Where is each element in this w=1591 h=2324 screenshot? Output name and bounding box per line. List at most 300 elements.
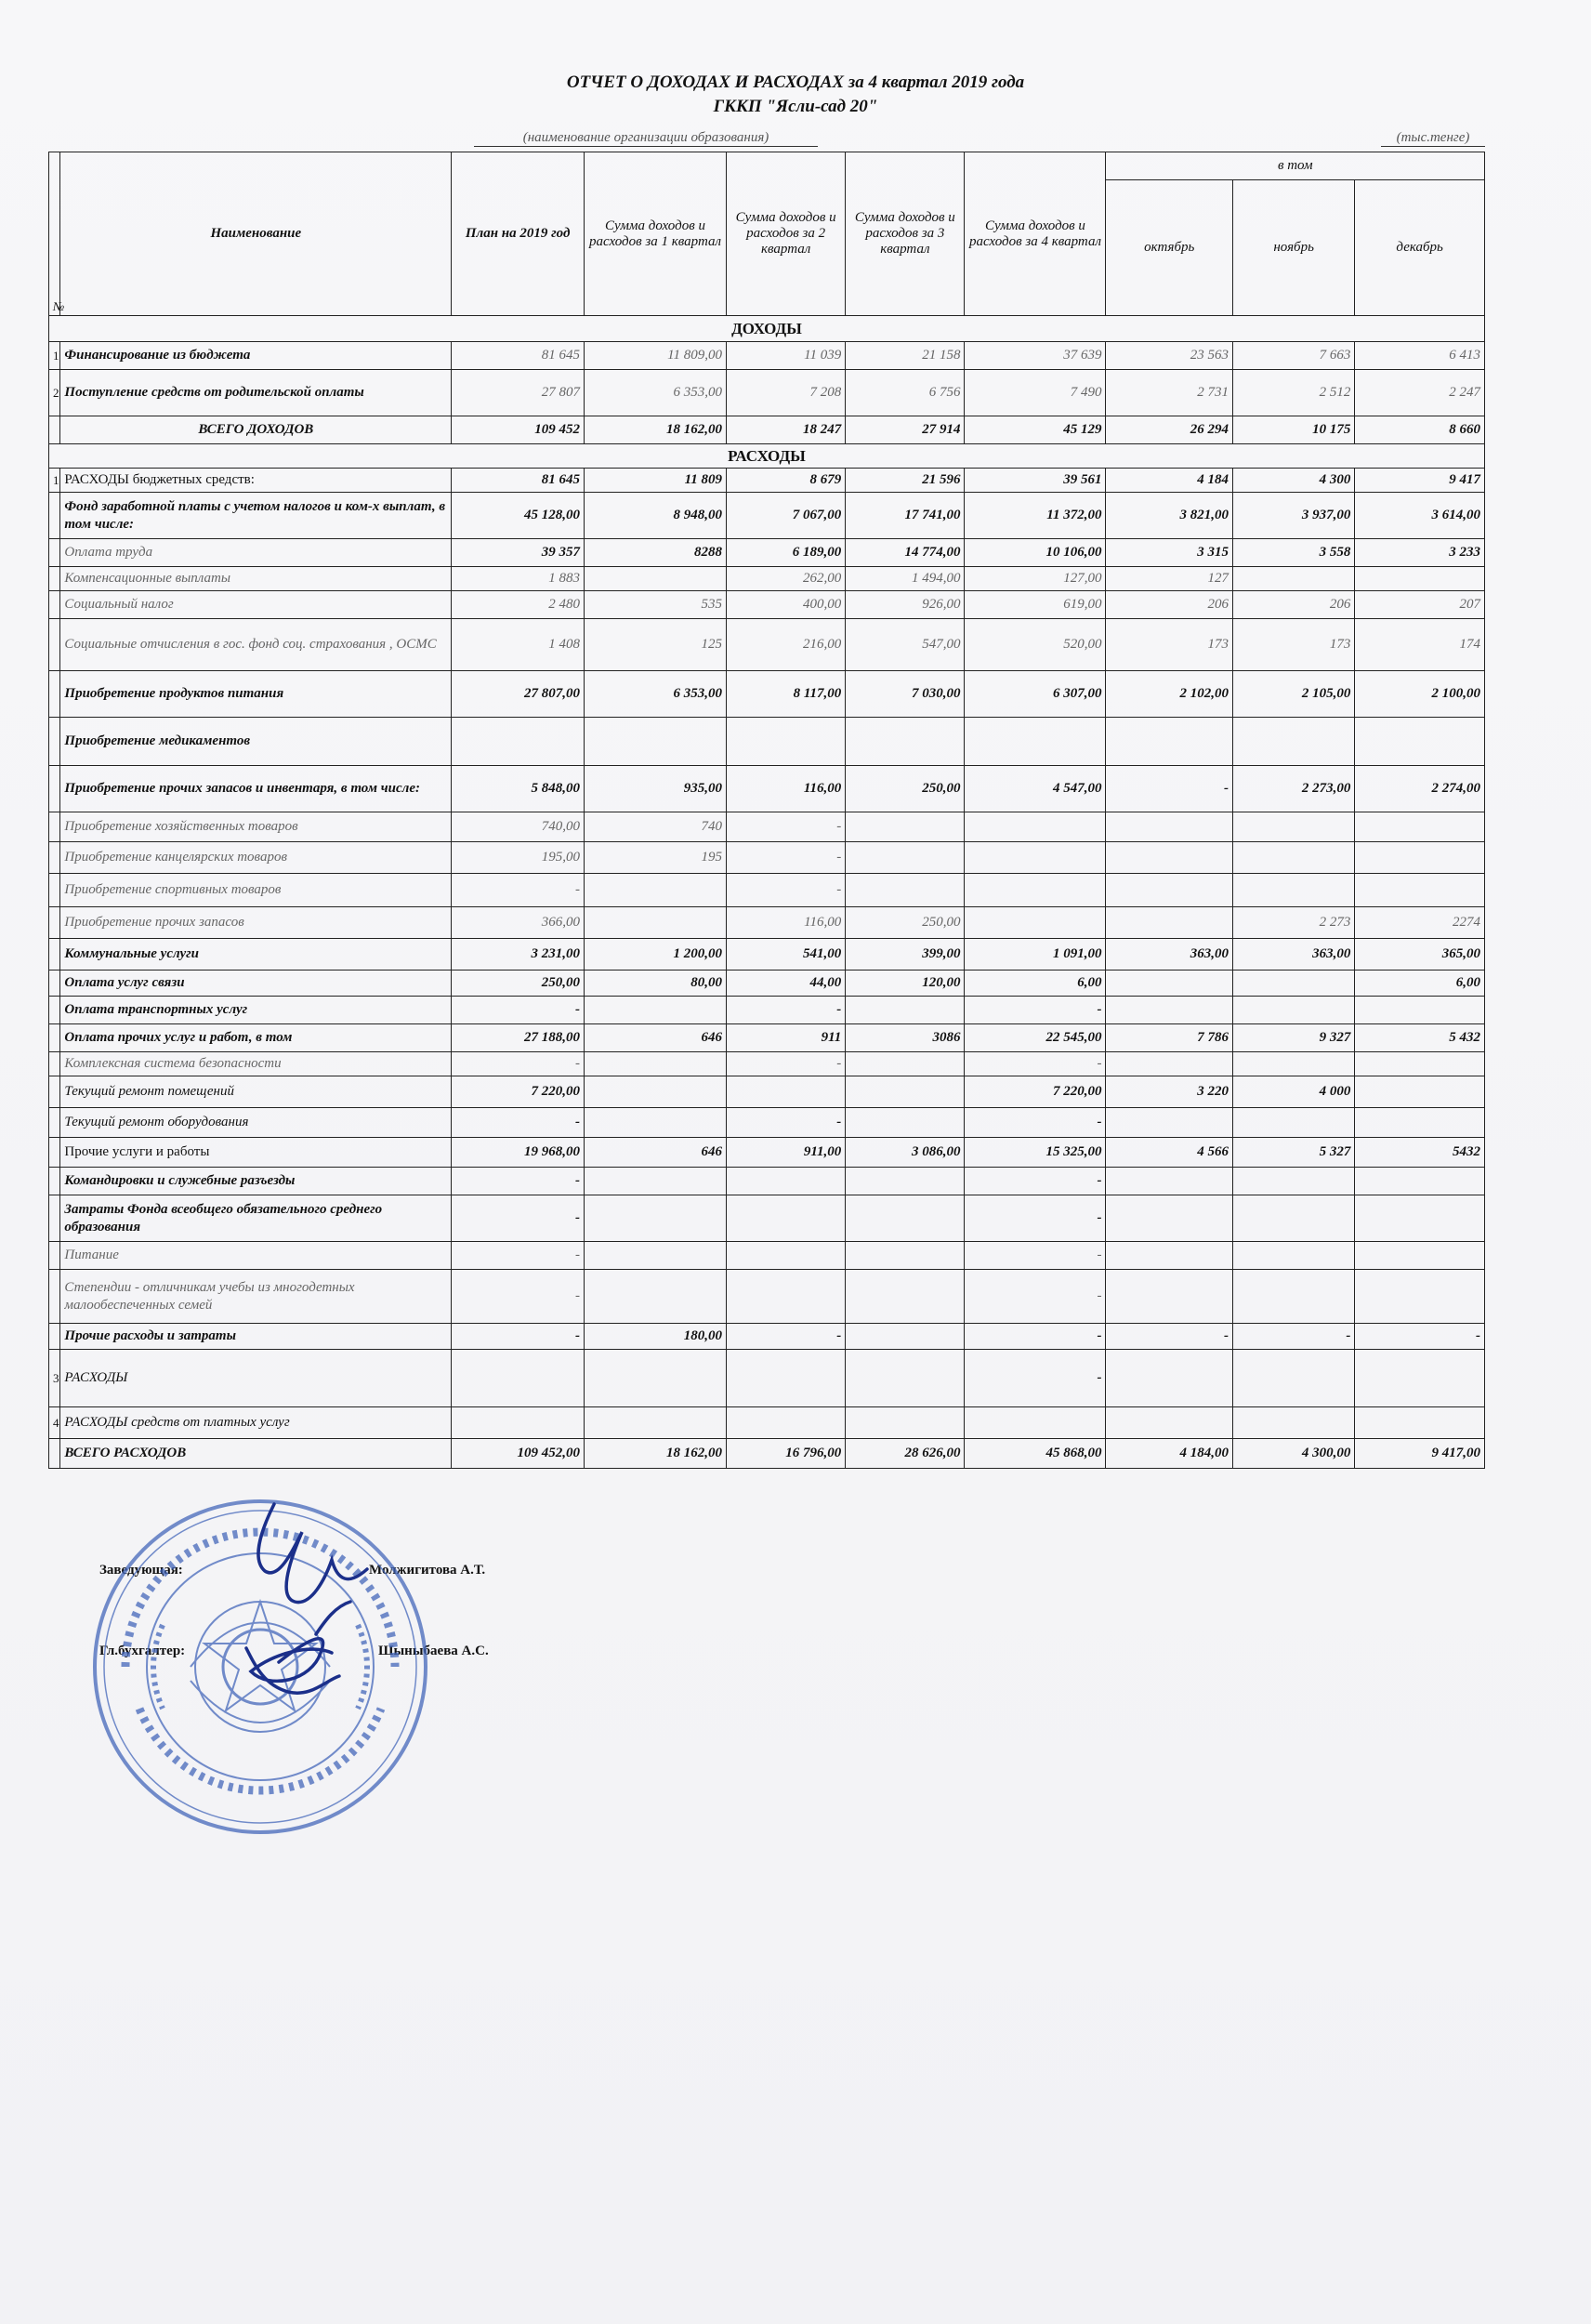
cell-nov: [1232, 812, 1354, 842]
table-row: [49, 718, 1485, 766]
cell-dec: 9 417,00: [1355, 1439, 1485, 1469]
cell-q4: 7 490: [965, 370, 1106, 416]
head-name: Молжигитова А.Т.: [369, 1563, 486, 1578]
cell-nov: 206: [1232, 591, 1354, 619]
head-label: Заведующая:: [99, 1563, 183, 1578]
cell-q4: [965, 874, 1106, 907]
report-body: [49, 316, 1485, 1469]
cell-plan: 5 848,00: [452, 766, 585, 812]
cell-plan: 3 231,00: [452, 939, 585, 971]
table-row: [49, 416, 1485, 444]
table-row: [49, 370, 1485, 416]
row-name: Прочие расходы и затраты: [60, 1324, 452, 1350]
cell-q2: [727, 1195, 846, 1242]
cell-dec: 2 100,00: [1355, 671, 1485, 718]
cell-plan: 740,00: [452, 812, 585, 842]
cell-oct: 4 184,00: [1106, 1439, 1233, 1469]
cell-dec: 2 274,00: [1355, 766, 1485, 812]
cell-oct: 2 102,00: [1106, 671, 1233, 718]
row-number: 1: [49, 342, 60, 370]
cell-q1: [584, 907, 726, 939]
cell-q1: [584, 1168, 726, 1195]
cell-q2: -: [727, 997, 846, 1024]
row-name: Оплата услуг связи: [60, 971, 452, 997]
cell-q4: -: [965, 1195, 1106, 1242]
section-income: ДОХОДЫ: [49, 316, 1485, 342]
row-number: [49, 997, 60, 1024]
cell-q1: [584, 1407, 726, 1439]
cell-q2: 44,00: [727, 971, 846, 997]
cell-q3: [846, 1324, 965, 1350]
cell-q2: 8 117,00: [727, 671, 846, 718]
cell-q3: [846, 1350, 965, 1407]
table-row: [49, 907, 1485, 939]
cell-oct: [1106, 1350, 1233, 1407]
accountant-label: Гл.бухгалтер:: [99, 1644, 186, 1658]
cell-q2: [727, 718, 846, 766]
cell-plan: 27 807,00: [452, 671, 585, 718]
row-number: [49, 971, 60, 997]
cell-plan: -: [452, 1242, 585, 1270]
cell-dec: 2 247: [1355, 370, 1485, 416]
cell-dec: [1355, 812, 1485, 842]
cell-q4: -: [965, 1350, 1106, 1407]
cell-oct: [1106, 1270, 1233, 1324]
row-name: Оплата транспортных услуг: [60, 997, 452, 1024]
row-number: [49, 493, 60, 539]
row-number: [49, 1195, 60, 1242]
cell-nov: [1232, 1242, 1354, 1270]
cell-q2: 16 796,00: [727, 1439, 846, 1469]
cell-q1: [584, 1076, 726, 1108]
row-name: Затраты Фонда всеобщего обязательного среднего образования: [60, 1195, 452, 1242]
cell-plan: -: [452, 1168, 585, 1195]
header-dec: декабрь: [1355, 180, 1485, 316]
table-row: [49, 1076, 1485, 1108]
cell-dec: [1355, 842, 1485, 874]
cell-oct: 23 563: [1106, 342, 1233, 370]
cell-plan: -: [452, 1324, 585, 1350]
cell-plan: -: [452, 1108, 585, 1138]
cell-q3: 7 030,00: [846, 671, 965, 718]
cell-q2: [727, 1076, 846, 1108]
cell-dec: [1355, 1407, 1485, 1439]
table-row: [49, 842, 1485, 874]
cell-q4: -: [965, 1168, 1106, 1195]
cell-q1: 18 162,00: [584, 416, 726, 444]
row-number: [49, 1052, 60, 1076]
cell-q4: 22 545,00: [965, 1024, 1106, 1052]
cell-nov: 2 512: [1232, 370, 1354, 416]
table-row: [49, 939, 1485, 971]
cell-q3: [846, 1242, 965, 1270]
cell-q4: [965, 842, 1106, 874]
cell-nov: [1232, 842, 1354, 874]
cell-dec: [1355, 1270, 1485, 1324]
cell-dec: 6 413: [1355, 342, 1485, 370]
cell-q4: 619,00: [965, 591, 1106, 619]
cell-q3: [846, 874, 965, 907]
row-name: Поступление средств от родительской оплаты: [60, 370, 452, 416]
cell-dec: [1355, 1195, 1485, 1242]
cell-oct: [1106, 1108, 1233, 1138]
cell-oct: 3 315: [1106, 539, 1233, 567]
cell-oct: 26 294: [1106, 416, 1233, 444]
cell-q3: 21 158: [846, 342, 965, 370]
row-name: РАСХОДЫ: [60, 1350, 452, 1407]
cell-plan: 19 968,00: [452, 1138, 585, 1168]
row-number: [49, 718, 60, 766]
cell-q3: 399,00: [846, 939, 965, 971]
table-row: [49, 671, 1485, 718]
row-name: Оплата труда: [60, 539, 452, 567]
row-number: [49, 591, 60, 619]
cell-q2: -: [727, 874, 846, 907]
cell-q1: 740: [584, 812, 726, 842]
cell-plan: -: [452, 997, 585, 1024]
cell-q2: -: [727, 1052, 846, 1076]
cell-q4: -: [965, 1270, 1106, 1324]
cell-oct: -: [1106, 1324, 1233, 1350]
row-number: [49, 1168, 60, 1195]
cell-plan: 2 480: [452, 591, 585, 619]
cell-q4: -: [965, 1324, 1106, 1350]
table-row: [49, 766, 1485, 812]
row-number: [49, 1439, 60, 1469]
cell-q1: 11 809: [584, 469, 726, 493]
row-number: 2: [49, 370, 60, 416]
cell-dec: 2274: [1355, 907, 1485, 939]
cell-q3: [846, 1168, 965, 1195]
cell-oct: [1106, 997, 1233, 1024]
table-row: [49, 444, 1485, 469]
table-row: [49, 1108, 1485, 1138]
cell-q1: 1 200,00: [584, 939, 726, 971]
cell-q1: 11 809,00: [584, 342, 726, 370]
cell-q3: 14 774,00: [846, 539, 965, 567]
row-name: Социальные отчисления в гос. фонд соц. страхования , ОСМС: [60, 619, 452, 671]
cell-q1: [584, 1195, 726, 1242]
table-row: [49, 1407, 1485, 1439]
cell-oct: 4 566: [1106, 1138, 1233, 1168]
row-name: Питание: [60, 1242, 452, 1270]
cell-oct: [1106, 907, 1233, 939]
cell-q4: [965, 812, 1106, 842]
row-name: Приобретение хозяйственных товаров: [60, 812, 452, 842]
cell-q1: [584, 1270, 726, 1324]
cell-q4: [965, 907, 1106, 939]
cell-q1: 18 162,00: [584, 1439, 726, 1469]
cell-q3: [846, 997, 965, 1024]
cell-q2: 911,00: [727, 1138, 846, 1168]
table-row: [49, 997, 1485, 1024]
cell-oct: [1106, 874, 1233, 907]
cell-nov: -: [1232, 1324, 1354, 1350]
cell-plan: [452, 718, 585, 766]
cell-dec: [1355, 997, 1485, 1024]
cell-q2: [727, 1168, 846, 1195]
cell-oct: 363,00: [1106, 939, 1233, 971]
cell-q4: 1 091,00: [965, 939, 1106, 971]
row-number: [49, 907, 60, 939]
accountant-name: Шыныбаева А.С.: [378, 1644, 489, 1658]
cell-q2: 216,00: [727, 619, 846, 671]
cell-q1: [584, 1242, 726, 1270]
official-stamp: [88, 1495, 432, 1839]
cell-q4: 45 129: [965, 416, 1106, 444]
cell-dec: 207: [1355, 591, 1485, 619]
cell-q1: 6 353,00: [584, 671, 726, 718]
table-row: [49, 874, 1485, 907]
row-number: 3: [49, 1350, 60, 1407]
cell-dec: [1355, 567, 1485, 591]
cell-plan: 1 883: [452, 567, 585, 591]
cell-q1: 646: [584, 1024, 726, 1052]
cell-nov: 9 327: [1232, 1024, 1354, 1052]
cell-q2: 116,00: [727, 766, 846, 812]
cell-dec: [1355, 1052, 1485, 1076]
cell-q3: [846, 1108, 965, 1138]
table-row: [49, 812, 1485, 842]
cell-dec: 3 233: [1355, 539, 1485, 567]
cell-nov: [1232, 971, 1354, 997]
cell-oct: 3 821,00: [1106, 493, 1233, 539]
cell-q2: [727, 1350, 846, 1407]
cell-q4: [965, 1407, 1106, 1439]
row-number: 1: [49, 469, 60, 493]
cell-plan: 27 188,00: [452, 1024, 585, 1052]
cell-dec: [1355, 1242, 1485, 1270]
table-row: [49, 1324, 1485, 1350]
cell-nov: 2 105,00: [1232, 671, 1354, 718]
cell-oct: [1106, 842, 1233, 874]
row-name: Приобретение канцелярских товаров: [60, 842, 452, 874]
header-q1: Сумма доходов и расходов за 1 квартал: [584, 152, 726, 316]
row-name: Степендии - отличникам учебы из многодетных малообеспеченных семей: [60, 1270, 452, 1324]
cell-plan: 27 807: [452, 370, 585, 416]
cell-q3: 1 494,00: [846, 567, 965, 591]
cell-q1: 125: [584, 619, 726, 671]
cell-dec: 6,00: [1355, 971, 1485, 997]
cell-q1: 935,00: [584, 766, 726, 812]
cell-plan: -: [452, 874, 585, 907]
cell-dec: [1355, 1350, 1485, 1407]
cell-q3: 250,00: [846, 766, 965, 812]
cell-oct: [1106, 1195, 1233, 1242]
cell-q3: 6 756: [846, 370, 965, 416]
row-number: [49, 1108, 60, 1138]
table-row: [49, 567, 1485, 591]
cell-q1: [584, 874, 726, 907]
cell-q2: -: [727, 1324, 846, 1350]
cell-q3: 28 626,00: [846, 1439, 965, 1469]
row-number: [49, 1324, 60, 1350]
cell-q1: 8 948,00: [584, 493, 726, 539]
row-name: Приобретение прочих запасов: [60, 907, 452, 939]
cell-plan: 195,00: [452, 842, 585, 874]
cell-q1: 646: [584, 1138, 726, 1168]
cell-q1: 80,00: [584, 971, 726, 997]
cell-oct: 127: [1106, 567, 1233, 591]
row-name: РАСХОДЫ средств от платных услуг: [60, 1407, 452, 1439]
cell-q2: 400,00: [727, 591, 846, 619]
organization-caption: (наименование организации образования): [474, 130, 818, 147]
cell-q4: 11 372,00: [965, 493, 1106, 539]
cell-nov: 2 273,00: [1232, 766, 1354, 812]
row-number: [49, 567, 60, 591]
cell-q2: [727, 1242, 846, 1270]
cell-dec: [1355, 874, 1485, 907]
table-row: [49, 342, 1485, 370]
header-q4: Сумма доходов и расходов за 4 квартал: [965, 152, 1106, 316]
table-row: [49, 1024, 1485, 1052]
row-number: [49, 1242, 60, 1270]
cell-q1: [584, 718, 726, 766]
cell-oct: -: [1106, 766, 1233, 812]
table-row: [49, 1270, 1485, 1324]
cell-nov: [1232, 874, 1354, 907]
units-label: (тыс.тенге): [1381, 130, 1485, 147]
cell-nov: [1232, 1270, 1354, 1324]
cell-plan: 109 452,00: [452, 1439, 585, 1469]
cell-plan: -: [452, 1270, 585, 1324]
cell-q3: 3086: [846, 1024, 965, 1052]
cell-dec: [1355, 1076, 1485, 1108]
cell-plan: 45 128,00: [452, 493, 585, 539]
cell-q1: 535: [584, 591, 726, 619]
cell-q1: [584, 997, 726, 1024]
cell-q3: 21 596: [846, 469, 965, 493]
cell-nov: 2 273: [1232, 907, 1354, 939]
header-no: №: [49, 152, 60, 316]
cell-q2: 541,00: [727, 939, 846, 971]
cell-q2: -: [727, 812, 846, 842]
cell-plan: 366,00: [452, 907, 585, 939]
cell-q3: [846, 1195, 965, 1242]
cell-plan: 109 452: [452, 416, 585, 444]
row-name: Текущий ремонт оборудования: [60, 1108, 452, 1138]
cell-q4: 39 561: [965, 469, 1106, 493]
cell-q2: -: [727, 1108, 846, 1138]
row-number: [49, 1270, 60, 1324]
cell-q3: 17 741,00: [846, 493, 965, 539]
cell-q3: 926,00: [846, 591, 965, 619]
cell-nov: [1232, 1195, 1354, 1242]
cell-nov: [1232, 718, 1354, 766]
cell-q3: 250,00: [846, 907, 965, 939]
cell-plan: 7 220,00: [452, 1076, 585, 1108]
cell-q2: 18 247: [727, 416, 846, 444]
cell-q2: [727, 1407, 846, 1439]
cell-dec: 365,00: [1355, 939, 1485, 971]
row-name: Коммунальные услуги: [60, 939, 452, 971]
cell-dec: [1355, 1168, 1485, 1195]
table-row: [49, 1350, 1485, 1407]
table-row: [49, 539, 1485, 567]
cell-q1: [584, 1108, 726, 1138]
cell-q4: 6,00: [965, 971, 1106, 997]
cell-nov: 3 937,00: [1232, 493, 1354, 539]
cell-q2: 8 679: [727, 469, 846, 493]
cell-oct: [1106, 1407, 1233, 1439]
row-name: РАСХОДЫ бюджетных средств:: [60, 469, 452, 493]
row-name: Приобретение спортивных товаров: [60, 874, 452, 907]
cell-nov: 7 663: [1232, 342, 1354, 370]
cell-q1: 180,00: [584, 1324, 726, 1350]
row-number: [49, 539, 60, 567]
cell-q1: [584, 567, 726, 591]
cell-q3: [846, 1270, 965, 1324]
cell-plan: 39 357: [452, 539, 585, 567]
table-row: [49, 591, 1485, 619]
cell-dec: -: [1355, 1324, 1485, 1350]
cell-nov: 173: [1232, 619, 1354, 671]
header-name: Наименование: [60, 152, 452, 316]
cell-oct: 2 731: [1106, 370, 1233, 416]
row-number: [49, 1024, 60, 1052]
cell-nov: 10 175: [1232, 416, 1354, 444]
row-number: [49, 671, 60, 718]
cell-plan: -: [452, 1195, 585, 1242]
cell-q4: -: [965, 997, 1106, 1024]
report-title: ОТЧЕТ О ДОХОДАХ И РАСХОДАХ за 4 квартал 2019 года: [566, 73, 1025, 92]
cell-q3: 27 914: [846, 416, 965, 444]
row-name: ВСЕГО ДОХОДОВ: [60, 416, 452, 444]
row-number: [49, 416, 60, 444]
row-name: Оплата прочих услуг и работ, в том: [60, 1024, 452, 1052]
table-row: [49, 1052, 1485, 1076]
table-row: [49, 1195, 1485, 1242]
row-name: Текущий ремонт помещений: [60, 1076, 452, 1108]
cell-dec: 5 432: [1355, 1024, 1485, 1052]
row-number: [49, 939, 60, 971]
cell-oct: 173: [1106, 619, 1233, 671]
row-number: [49, 766, 60, 812]
cell-nov: [1232, 1108, 1354, 1138]
row-number: 4: [49, 1407, 60, 1439]
cell-q4: 6 307,00: [965, 671, 1106, 718]
table-row: [49, 1168, 1485, 1195]
cell-plan: [452, 1350, 585, 1407]
row-name: Компенсационные выплаты: [60, 567, 452, 591]
header-q2: Сумма доходов и расходов за 2 квартал: [727, 152, 846, 316]
cell-q4: -: [965, 1052, 1106, 1076]
cell-oct: [1106, 1168, 1233, 1195]
row-number: [49, 1138, 60, 1168]
cell-dec: 5432: [1355, 1138, 1485, 1168]
organization-name: ГККП "Ясли-сад 20": [713, 97, 878, 116]
row-number: [49, 812, 60, 842]
cell-q4: 37 639: [965, 342, 1106, 370]
cell-nov: [1232, 1407, 1354, 1439]
cell-q3: [846, 812, 965, 842]
cell-nov: 4 300,00: [1232, 1439, 1354, 1469]
table-row: [49, 1439, 1485, 1469]
table-row: [49, 1242, 1485, 1270]
cell-oct: [1106, 1242, 1233, 1270]
row-name: Финансирование из бюджета: [60, 342, 452, 370]
cell-nov: 4 300: [1232, 469, 1354, 493]
cell-q2: [727, 1270, 846, 1324]
row-name: Социальный налог: [60, 591, 452, 619]
cell-plan: 81 645: [452, 342, 585, 370]
row-name: Командировки и служебные разъезды: [60, 1168, 452, 1195]
cell-oct: 3 220: [1106, 1076, 1233, 1108]
cell-q2: 11 039: [727, 342, 846, 370]
cell-q2: -: [727, 842, 846, 874]
cell-q4: 127,00: [965, 567, 1106, 591]
report-table: [48, 152, 1485, 1469]
